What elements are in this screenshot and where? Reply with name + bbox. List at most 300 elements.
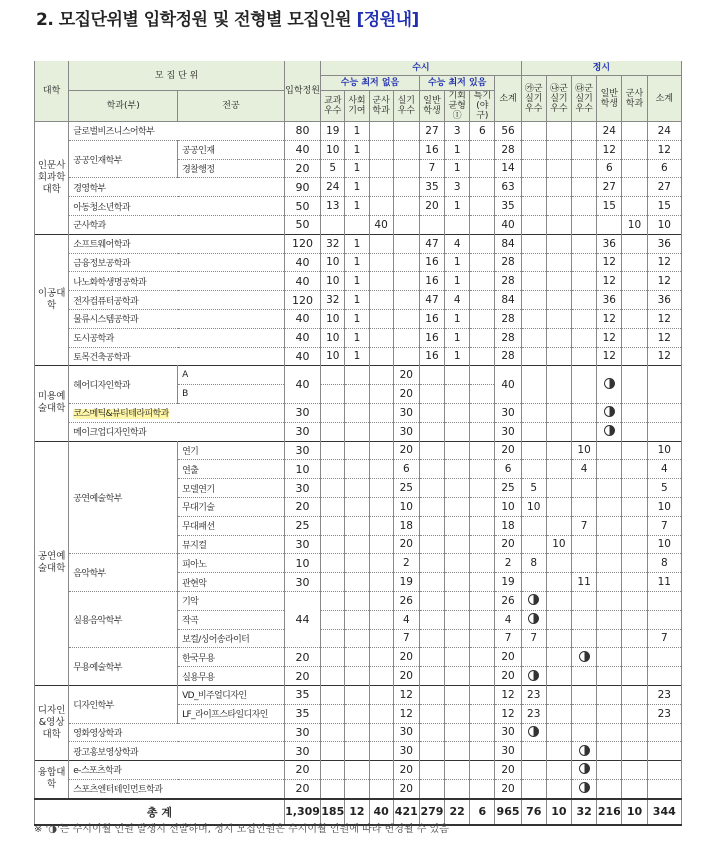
total-value: 421 <box>393 799 419 825</box>
value-cell: 2 <box>393 554 419 573</box>
value-cell <box>321 215 345 234</box>
value-cell: 40 <box>495 366 521 404</box>
value-cell <box>345 723 369 742</box>
value-cell <box>470 554 495 573</box>
value-cell: 20 <box>495 667 521 686</box>
value-cell: 1 <box>445 272 470 291</box>
dept-cell: 물류시스템공학과 <box>69 309 285 328</box>
value-cell <box>622 234 647 253</box>
value-cell: 2 <box>495 554 521 573</box>
value-cell <box>393 234 419 253</box>
dept-cell: 글로벌비즈니스어학부 <box>69 122 285 141</box>
value-cell <box>521 403 546 422</box>
value-cell <box>369 629 393 648</box>
value-cell: 19 <box>495 573 521 592</box>
dept-cell: 소프트웨어학과 <box>69 234 285 253</box>
quota-cell: 30 <box>284 403 320 422</box>
total-value: 22 <box>445 799 470 825</box>
value-cell <box>369 159 393 178</box>
value-cell <box>345 591 369 610</box>
quota-cell: 10 <box>284 554 320 573</box>
value-cell <box>622 629 647 648</box>
value-cell <box>521 667 546 686</box>
value-cell: 30 <box>393 742 419 761</box>
value-cell <box>521 215 546 234</box>
quota-cell: 30 <box>284 723 320 742</box>
value-cell: 23 <box>521 704 546 723</box>
value-cell: 20 <box>495 779 521 798</box>
value-cell <box>622 779 647 798</box>
value-cell <box>345 479 369 498</box>
value-cell <box>470 385 495 404</box>
value-cell: 36 <box>597 234 622 253</box>
value-cell: 40 <box>495 215 521 234</box>
value-cell <box>622 422 647 441</box>
value-cell <box>622 610 647 629</box>
value-cell <box>419 648 444 667</box>
value-cell <box>419 554 444 573</box>
value-cell: 36 <box>647 291 681 310</box>
value-cell <box>419 779 444 798</box>
value-cell <box>521 723 546 742</box>
value-cell <box>321 516 345 535</box>
value-cell <box>470 479 495 498</box>
value-cell <box>445 591 470 610</box>
value-cell <box>393 159 419 178</box>
value-cell <box>597 441 622 460</box>
value-cell <box>369 197 393 216</box>
half-circle-icon <box>604 378 615 389</box>
half-circle-icon <box>604 406 615 417</box>
value-cell <box>321 704 345 723</box>
total-value: 12 <box>345 799 369 825</box>
value-cell <box>470 573 495 592</box>
value-cell <box>369 742 393 761</box>
value-cell: 20 <box>393 761 419 780</box>
value-cell <box>622 309 647 328</box>
value-cell <box>546 667 571 686</box>
value-cell: 12 <box>597 309 622 328</box>
value-cell <box>647 723 681 742</box>
value-cell <box>546 610 571 629</box>
value-cell <box>622 535 647 554</box>
value-cell: 30 <box>495 723 521 742</box>
value-cell <box>470 460 495 479</box>
quota-cell: 20 <box>284 779 320 798</box>
value-cell: 32 <box>321 234 345 253</box>
value-cell <box>546 309 571 328</box>
value-cell <box>345 667 369 686</box>
quota-cell: 30 <box>284 422 320 441</box>
value-cell: 27 <box>419 122 444 141</box>
value-cell: 6 <box>597 159 622 178</box>
value-cell <box>521 272 546 291</box>
value-cell: 24 <box>597 122 622 141</box>
value-cell <box>597 215 622 234</box>
value-cell <box>345 403 369 422</box>
header-col-12: 군사학과 <box>622 76 647 122</box>
value-cell <box>470 761 495 780</box>
value-cell <box>393 197 419 216</box>
value-cell <box>369 460 393 479</box>
quota-cell: 120 <box>284 291 320 310</box>
univ-cell: 공연예술대학 <box>35 441 69 685</box>
major-cell: 모델연기 <box>178 479 285 498</box>
value-cell <box>622 516 647 535</box>
value-cell <box>419 535 444 554</box>
table-row <box>35 648 682 667</box>
value-cell <box>546 403 571 422</box>
value-cell <box>521 347 546 366</box>
table-row <box>35 723 682 742</box>
total-value: 965 <box>495 799 521 825</box>
value-cell <box>521 573 546 592</box>
value-cell <box>445 742 470 761</box>
value-cell <box>546 122 571 141</box>
value-cell <box>622 328 647 347</box>
value-cell: 12 <box>647 347 681 366</box>
value-cell <box>622 347 647 366</box>
value-cell <box>445 497 470 516</box>
recruitment-table <box>34 61 682 826</box>
value-cell: 16 <box>419 347 444 366</box>
value-cell: 26 <box>495 591 521 610</box>
header-col-2: 군사학과 <box>369 91 393 122</box>
value-cell <box>622 403 647 422</box>
value-cell <box>445 535 470 554</box>
value-cell: 20 <box>393 779 419 798</box>
value-cell <box>647 591 681 610</box>
value-cell: 6 <box>470 122 495 141</box>
value-cell <box>572 761 597 780</box>
value-cell <box>369 516 393 535</box>
value-cell <box>521 610 546 629</box>
value-cell <box>470 178 495 197</box>
value-cell <box>622 648 647 667</box>
header-dept: 학과(부) <box>69 91 178 122</box>
value-cell <box>369 610 393 629</box>
value-cell <box>470 742 495 761</box>
value-cell: 1 <box>445 328 470 347</box>
value-cell <box>369 441 393 460</box>
table-row <box>35 140 682 159</box>
value-cell: 4 <box>445 234 470 253</box>
major-cell: B <box>178 385 285 404</box>
value-cell <box>597 723 622 742</box>
value-cell <box>546 178 571 197</box>
major-cell: 무대패션 <box>178 516 285 535</box>
value-cell <box>369 291 393 310</box>
value-cell <box>369 140 393 159</box>
value-cell <box>419 704 444 723</box>
value-cell: 27 <box>647 178 681 197</box>
value-cell <box>419 742 444 761</box>
value-cell <box>572 215 597 234</box>
value-cell <box>521 591 546 610</box>
value-cell <box>470 347 495 366</box>
quota-cell: 50 <box>284 197 320 216</box>
value-cell <box>321 441 345 460</box>
value-cell <box>572 685 597 704</box>
quota-cell: 30 <box>284 573 320 592</box>
major-cell: 보컬/싱어송라이터 <box>178 629 285 648</box>
major-cell: 공공인재 <box>178 140 285 159</box>
value-cell <box>597 573 622 592</box>
value-cell: 35 <box>495 197 521 216</box>
value-cell: 7 <box>572 516 597 535</box>
value-cell: 5 <box>647 479 681 498</box>
dept-cell: 광고홍보영상학과 <box>69 742 285 761</box>
value-cell <box>546 328 571 347</box>
value-cell <box>345 215 369 234</box>
value-cell: 1 <box>345 159 369 178</box>
value-cell: 1 <box>445 253 470 272</box>
value-cell <box>572 479 597 498</box>
value-cell <box>419 215 444 234</box>
value-cell <box>445 516 470 535</box>
table-row <box>35 441 682 460</box>
value-cell: 18 <box>393 516 419 535</box>
value-cell <box>369 723 393 742</box>
value-cell <box>622 761 647 780</box>
value-cell <box>321 648 345 667</box>
value-cell <box>321 610 345 629</box>
value-cell <box>521 742 546 761</box>
quota-cell: 25 <box>284 516 320 535</box>
title-highlight: [정원내] <box>356 10 419 30</box>
major-cell: 뮤지컬 <box>178 535 285 554</box>
half-circle-icon <box>579 651 590 662</box>
quota-cell: 44 <box>284 591 320 647</box>
dept-cell: 영화영상학과 <box>69 723 285 742</box>
value-cell <box>321 667 345 686</box>
quota-cell: 35 <box>284 685 320 704</box>
value-cell <box>419 516 444 535</box>
value-cell: 1 <box>345 140 369 159</box>
value-cell: 20 <box>393 535 419 554</box>
quota-cell: 120 <box>284 234 320 253</box>
value-cell <box>445 215 470 234</box>
value-cell <box>572 309 597 328</box>
value-cell: 16 <box>419 272 444 291</box>
quota-cell: 90 <box>284 178 320 197</box>
value-cell: 11 <box>572 573 597 592</box>
value-cell <box>622 704 647 723</box>
value-cell <box>647 422 681 441</box>
value-cell <box>597 460 622 479</box>
dept-cell: 토목건축공학과 <box>69 347 285 366</box>
value-cell <box>393 328 419 347</box>
value-cell: 1 <box>445 197 470 216</box>
major-cell: 실용무용 <box>178 667 285 686</box>
value-cell <box>393 122 419 141</box>
major-cell: 무대기술 <box>178 497 285 516</box>
value-cell <box>321 385 345 404</box>
value-cell: 7 <box>495 629 521 648</box>
value-cell <box>597 535 622 554</box>
value-cell <box>521 197 546 216</box>
dept-cell: 경영학부 <box>69 178 285 197</box>
value-cell <box>470 667 495 686</box>
value-cell <box>470 197 495 216</box>
value-cell <box>572 347 597 366</box>
page-title: 2. 모집단위별 입학정원 및 전형별 모집인원 [정원내] <box>36 10 419 30</box>
value-cell <box>470 309 495 328</box>
value-cell <box>419 460 444 479</box>
value-cell: 12 <box>597 140 622 159</box>
value-cell: 6 <box>647 159 681 178</box>
value-cell <box>597 685 622 704</box>
value-cell <box>369 347 393 366</box>
value-cell: 3 <box>445 122 470 141</box>
value-cell <box>445 366 470 385</box>
quota-cell: 20 <box>284 497 320 516</box>
total-value: 10 <box>546 799 571 825</box>
value-cell <box>369 309 393 328</box>
value-cell <box>470 610 495 629</box>
value-cell: 1 <box>345 291 369 310</box>
value-cell <box>647 667 681 686</box>
value-cell: 10 <box>321 272 345 291</box>
half-circle-icon <box>579 782 590 793</box>
value-cell <box>622 159 647 178</box>
quota-cell: 40 <box>284 347 320 366</box>
table-row <box>35 347 682 366</box>
total-value: 279 <box>419 799 444 825</box>
quota-cell: 30 <box>284 742 320 761</box>
value-cell <box>369 535 393 554</box>
value-cell <box>445 422 470 441</box>
value-cell <box>369 422 393 441</box>
value-cell <box>321 761 345 780</box>
header-col-3: 실기우수 <box>393 91 419 122</box>
value-cell: 10 <box>546 535 571 554</box>
value-cell <box>546 591 571 610</box>
value-cell <box>546 441 571 460</box>
value-cell <box>445 554 470 573</box>
value-cell <box>345 779 369 798</box>
dept-cell: 도시공학과 <box>69 328 285 347</box>
value-cell: 15 <box>597 197 622 216</box>
value-cell <box>445 610 470 629</box>
value-cell: 30 <box>393 422 419 441</box>
value-cell <box>597 422 622 441</box>
value-cell <box>647 742 681 761</box>
value-cell: 35 <box>419 178 444 197</box>
value-cell <box>572 122 597 141</box>
value-cell: 30 <box>495 422 521 441</box>
value-cell: 6 <box>495 460 521 479</box>
value-cell <box>393 291 419 310</box>
value-cell <box>546 366 571 404</box>
value-cell <box>470 328 495 347</box>
value-cell <box>521 516 546 535</box>
value-cell <box>445 779 470 798</box>
value-cell <box>419 385 444 404</box>
value-cell <box>572 667 597 686</box>
total-value: 40 <box>369 799 393 825</box>
value-cell <box>393 347 419 366</box>
value-cell: 1 <box>445 309 470 328</box>
quota-cell: 20 <box>284 159 320 178</box>
value-cell <box>622 272 647 291</box>
value-cell: 23 <box>521 685 546 704</box>
value-cell <box>345 685 369 704</box>
value-cell <box>345 573 369 592</box>
value-cell <box>622 460 647 479</box>
value-cell: 1 <box>345 347 369 366</box>
value-cell <box>419 610 444 629</box>
value-cell: 16 <box>419 140 444 159</box>
dept-cell: 아동청소년학과 <box>69 197 285 216</box>
total-value: 185 <box>321 799 345 825</box>
dept-cell: 공공인재학부 <box>69 140 178 178</box>
value-cell <box>622 441 647 460</box>
value-cell <box>419 573 444 592</box>
value-cell <box>546 723 571 742</box>
value-cell <box>572 648 597 667</box>
value-cell <box>445 723 470 742</box>
dept-cell: 금융정보공학과 <box>69 253 285 272</box>
value-cell <box>546 704 571 723</box>
value-cell <box>647 403 681 422</box>
dept-cell: 실용음악학부 <box>69 591 178 647</box>
header-col-0: 교과우수 <box>321 91 345 122</box>
value-cell <box>546 573 571 592</box>
value-cell: 4 <box>495 610 521 629</box>
value-cell <box>445 667 470 686</box>
value-cell: 10 <box>572 441 597 460</box>
quota-cell: 80 <box>284 122 320 141</box>
value-cell <box>345 761 369 780</box>
value-cell <box>521 366 546 404</box>
value-cell <box>419 497 444 516</box>
value-cell <box>419 723 444 742</box>
value-cell: 1 <box>345 328 369 347</box>
value-cell <box>369 122 393 141</box>
value-cell <box>546 761 571 780</box>
value-cell <box>369 779 393 798</box>
half-circle-icon <box>604 425 615 436</box>
value-cell: 1 <box>345 122 369 141</box>
value-cell <box>521 535 546 554</box>
value-cell <box>419 441 444 460</box>
value-cell <box>546 685 571 704</box>
dept-cell: 공연예술학부 <box>69 441 178 554</box>
value-cell <box>546 215 571 234</box>
value-cell: 84 <box>495 291 521 310</box>
value-cell <box>572 403 597 422</box>
value-cell <box>546 497 571 516</box>
value-cell: 6 <box>393 460 419 479</box>
value-cell: 12 <box>647 253 681 272</box>
value-cell <box>419 629 444 648</box>
value-cell <box>572 422 597 441</box>
value-cell <box>622 178 647 197</box>
value-cell <box>572 535 597 554</box>
total-quota: 1,309 <box>284 799 320 825</box>
header-col-1: 사회기여 <box>345 91 369 122</box>
table-row <box>35 272 682 291</box>
value-cell: 10 <box>647 215 681 234</box>
half-circle-icon <box>579 763 590 774</box>
value-cell <box>597 761 622 780</box>
major-cell: LF_라이프스타일디자인 <box>178 704 285 723</box>
header-recruit-unit: 모 집 단 위 <box>69 61 285 91</box>
value-cell: 1 <box>445 347 470 366</box>
quota-cell: 40 <box>284 309 320 328</box>
header-col-8: ㉮군실기우수 <box>521 76 546 122</box>
